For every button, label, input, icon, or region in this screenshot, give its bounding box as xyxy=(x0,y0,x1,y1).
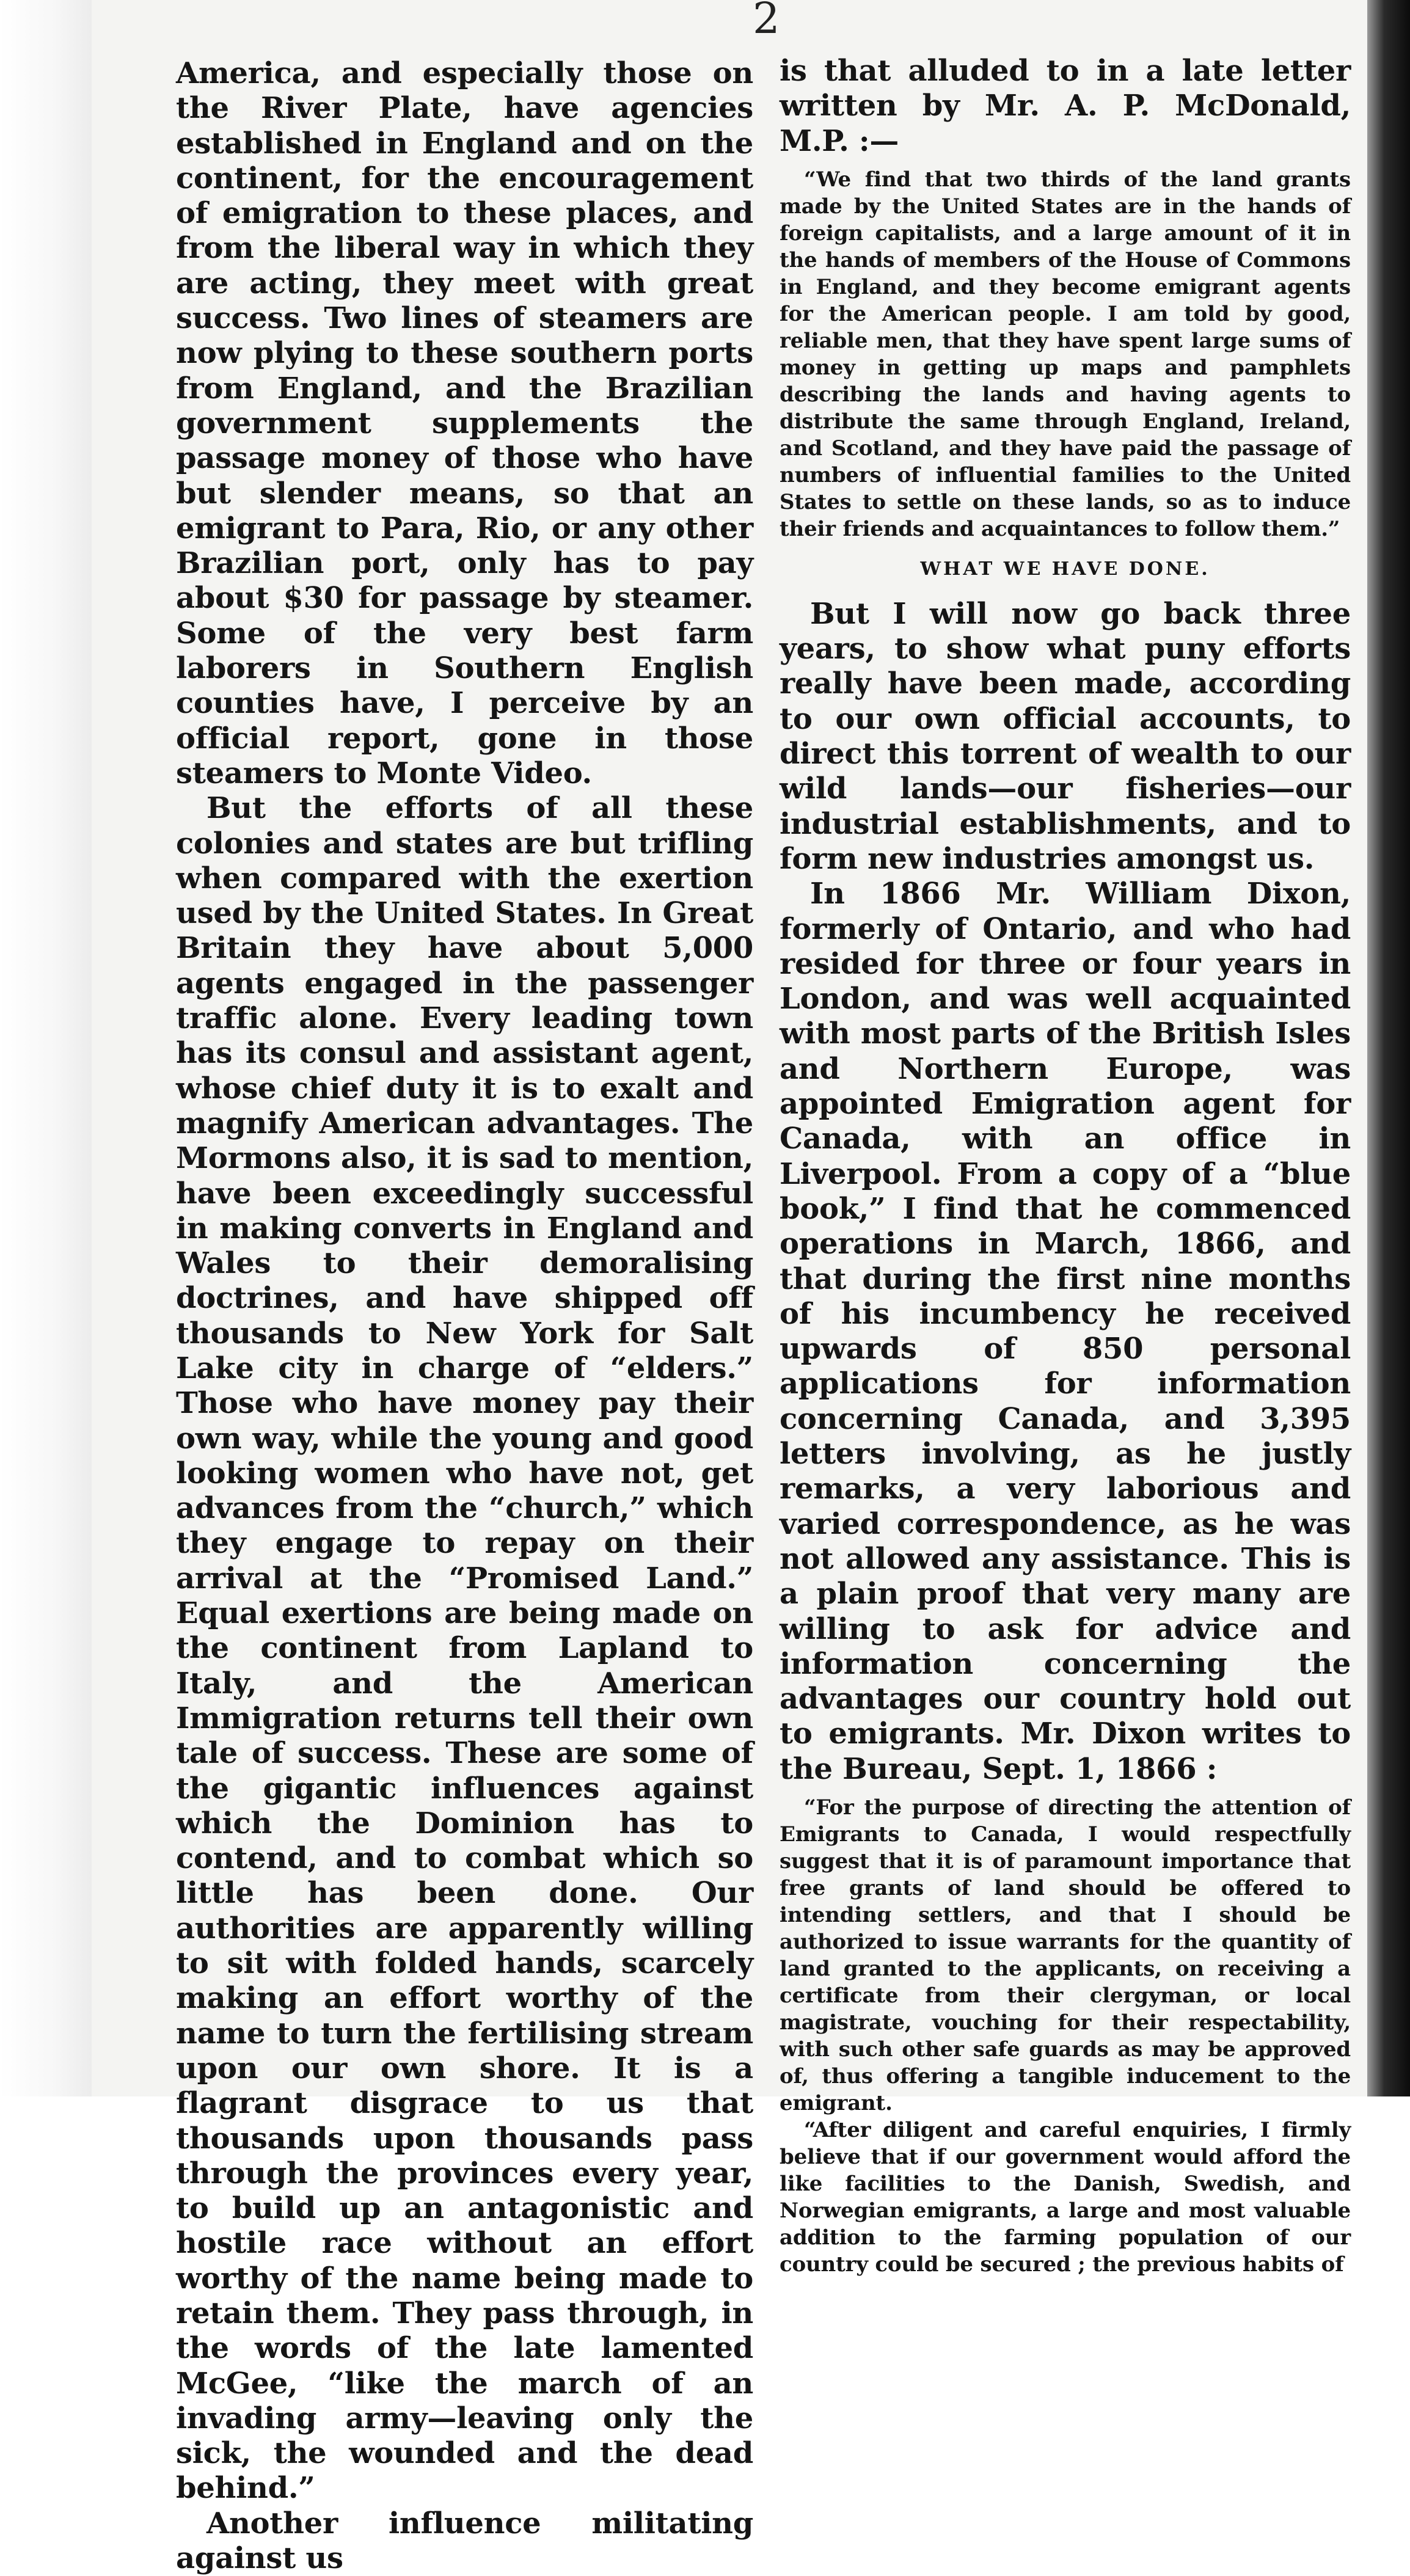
quote-paragraph-2: “For the purpose of directing the attention of Emigrants to Canada, I would respectfully suggest that it is of paramount importance that free grants of land should be offered to intending settlers, and that I should be authorized to issue warrants for the quantity of land granted to the applicants, on receiving a certificate from their clergyman, or local magistrate, vouching for their respectability, with such other safe guards as may be approved of, thus offering a tangible inducement to the emigrant. xyxy=(780,1795,1351,2115)
left-paragraph-1: America, and especially those on the River Plate, have agencies established in England and on the continent, for the encouragement of emigration to these places, and from the liberal way in which they are acting, they meet with great success. Two lines of steamers are now plying to these southern ports from England, and the Brazilian government supplements the passage money of those who have but slender means, so that an emigrant to Para, Rio, or any other Brazilian port, only has to pay about $30 for passage by steamer. Some of the very best farm laborers in Southern English counties have, I perceive by an official report, gone in those steamers to Monte Video. xyxy=(176,56,753,790)
left-column xyxy=(176,56,753,2576)
section-heading: WHAT WE HAVE DONE. xyxy=(920,558,1210,580)
page-number: 2 xyxy=(753,0,780,43)
quote-paragraph-3: “After diligent and careful enquiries, I firmly believe that if our government would afford the like facilities to the Danish, Swedish, and Norwegian emigrants, a large and most valuable addition to the farming population of our country could be secured ; the previous habits of xyxy=(780,2117,1351,2277)
right-paragraph-2: In 1866 Mr. William Dixon, formerly of Ontario, and who had resided for three or four years in London, and was well acquainted with most parts of the British Isles and Northern Europe, was appointed Emigration agent for Canada, with an office in Liverpool. From a copy of a “blue book,” I find that he commenced operations in March, 1866, and that during the first nine months of his incumbency he received upwards of 850 personal applications for information concerning Canada, and 3,395 letters involving, as he justly remarks, a very laborious and varied correspondence, as he was not allowed any assistance. This is a plain proof that very many are willing to ask for advice and information concerning the advantages our country hold out to emigrants. Mr. Dixon writes to the Bureau, Sept. 1, 1866 : xyxy=(780,877,1351,1786)
left-paragraph-3: Another influence militating against us xyxy=(176,2506,753,2576)
mcdonald-quote xyxy=(780,166,1351,542)
quote-paragraph-1: “We find that two thirds of the land grants made by the United States are in the hands of foreign capitalists, and a large amount of it in the hands of members of the House of Commons in England, and they become emigrant agents for the American people. I am told by good, reliable men, that they have spent large sums of money in getting up maps and pamphlets describing the lands and having agents to distribute the same through England, Ireland, and Scotland, and they have paid the passage of numbers of influential families to the United States to settle on these lands, so as to induce their friends and acquaintances to follow them.” xyxy=(780,167,1351,541)
right-paragraph-1: But I will now go back three years, to show what puny efforts really have been made, according to our own official accounts, to direct this torrent of wealth to our wild lands—our fisheries—our industrial establishments, and to form new industries amongst us. xyxy=(780,596,1351,876)
right-column xyxy=(780,54,1351,2278)
page-binding-shadow xyxy=(1367,0,1410,2096)
left-paragraph-2: But the efforts of all these colonies and states are but trifling when compared with the exertion used by the United States. In Great Britain they have about 5,000 agents engaged in the passenger traffic alone. Every leading town has its consul and assistant agent, whose chief duty it is to exalt and magnify American advantages. The Mormons also, it is sad to mention, have been exceedingly successful in making converts in England and Wales to their demoralising doctrines, and have shipped off thousands to New York for Salt Lake city in charge of “elders.” Those who have money pay their own way, while the young and good looking women who have not, get advances from the “church,” which they engage to repay on their arrival at the “Promised Land.” Equal exertions are being made on the continent from Lapland to Italy, and the American Immigration returns tell their own tale of success. These are some of the gigantic influences against which the Dominion has to contend, and to combat which so little has been done. Our authorities are apparently willing to sit with folded hands, scarcely making an effort worthy of the name to turn the fertilising stream upon our own shore. It is a flagrant disgrace to us that thousands upon thousands pass through the provinces every year, to build up an antagonistic and hostile race without an effort worthy of the name being made to retain them. They pass through, in the words of the late lamented McGee, “like the march of an invading army—leaving only the sick, the wounded and the dead behind.” xyxy=(176,791,753,2506)
dixon-quote xyxy=(780,1794,1351,2278)
right-intro: is that alluded to in a late letter written by Mr. A. P. McDonald, M.P. :— xyxy=(780,54,1351,158)
page-margin-left xyxy=(0,0,92,2096)
